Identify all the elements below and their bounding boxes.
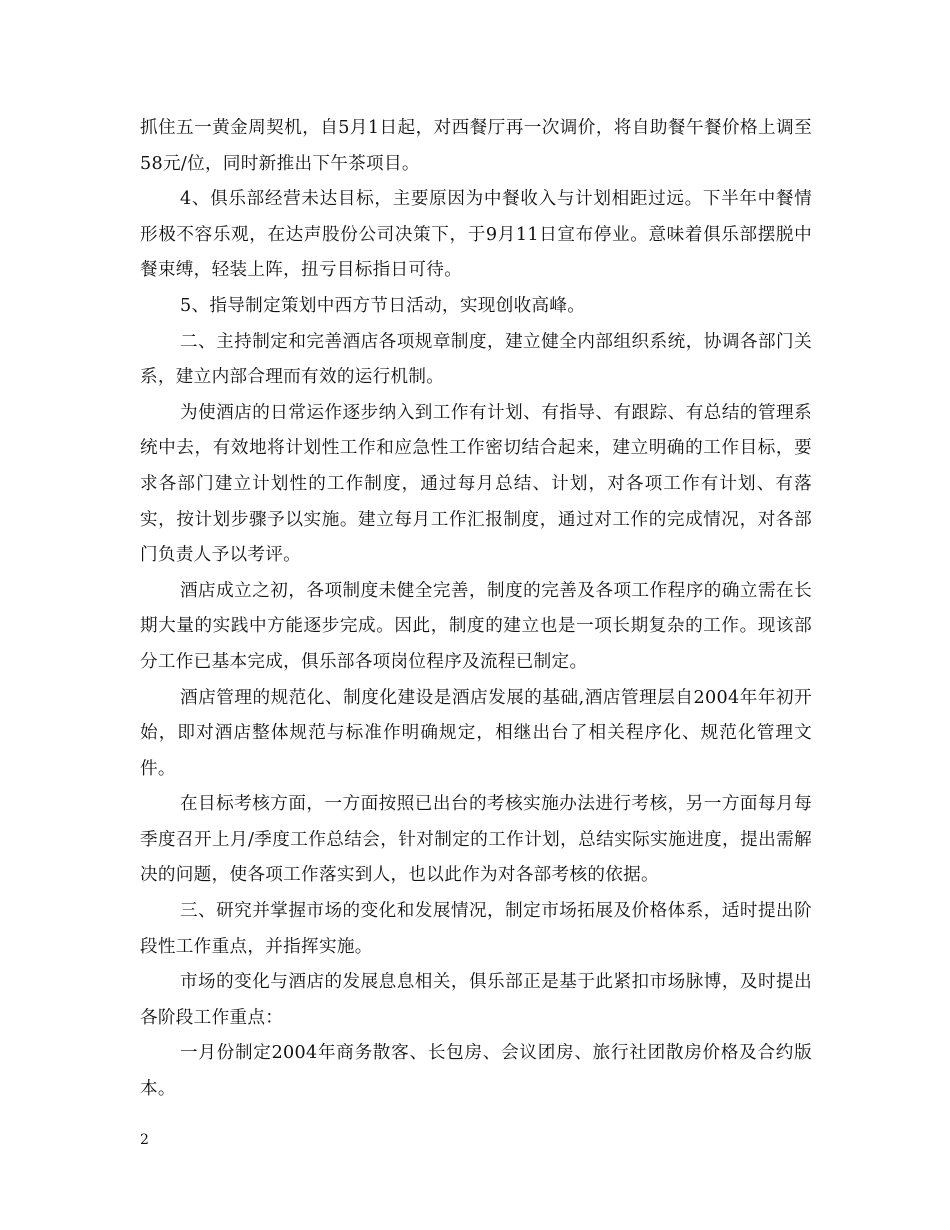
section-heading-paragraph: 三、研究并掌握市场的变化和发展情况，制定市场拓展及价格体系，适时提出阶段性工作重点，并指挥实施。 xyxy=(140,901,812,957)
paragraph: 抓住五一黄金周契机，自5月1日起，对西餐厅再一次调价，将自助餐午餐价格上调至58元/位，同时新推出下午茶项目。 xyxy=(140,118,812,174)
paragraph: 4、俱乐部经营未达目标，主要原因为中餐收入与计划相距过远。下半年中餐情形极不容乐观，在达声股份公司决策下，于9月11日宣布停业。意味着俱乐部摆脱中餐束缚，轻装上阵，扭亏目标指日可待。 xyxy=(140,189,812,281)
paragraph: 市场的变化与酒店的发展息息相关，俱乐部正是基于此紧扣市场脉博，及时提出各阶段工作重点： xyxy=(140,972,812,1028)
paragraph: 酒店管理的规范化、制度化建设是酒店发展的基础,酒店管理层自2004年年初开始，即对酒店整体规范与标准作明确规定，相继出台了相关程序化、规范化管理文件。 xyxy=(140,687,812,779)
body-text xyxy=(140,111,812,1108)
paragraph: 一月份制定2004年商务散客、长包房、会议团房、旅行社团散房价格及合约版本。 xyxy=(140,1043,812,1100)
paragraph: 5、指导制定策划中西方节日活动，实现创收高峰。 xyxy=(180,295,586,316)
paragraph: 为使酒店的日常运作逐步纳入到工作有计划、有指导、有跟踪、有总结的管理系统中去，有效地将计划性工作和应急性工作密切结合起来，建立明确的工作目标，要求各部门建立计划性的工作制度，通过每月总结、计划，对各项工作有计划、有落实，按计划步骤予以实施。建立每月工作汇报制度，通过对工作的完成情况，对各部门负责人予以考评。 xyxy=(140,402,812,566)
paragraph: 酒店成立之初，各项制度未健全完善，制度的完善及各项工作程序的确立需在长期大量的实践中方能逐步完成。因此，制度的建立也是一项长期复杂的工作。现该部分工作已基本完成，俱乐部各项岗位程序及流程已制定。 xyxy=(140,580,812,672)
paragraph: 在目标考核方面，一方面按照已出台的考核实施办法进行考核，另一方面每月每季度召开上月/季度工作总结会，针对制定的工作计划，总结实际实施进度，提出需解决的问题，使各项工作落实到人，也以此作为对各部考核的依据。 xyxy=(140,794,812,886)
section-heading-paragraph: 二、主持制定和完善酒店各项规章制度，建立健全内部组织系统，协调各部门关系，建立内部合理而有效的运行机制。 xyxy=(140,331,812,388)
page-number: 2 xyxy=(140,1132,149,1148)
